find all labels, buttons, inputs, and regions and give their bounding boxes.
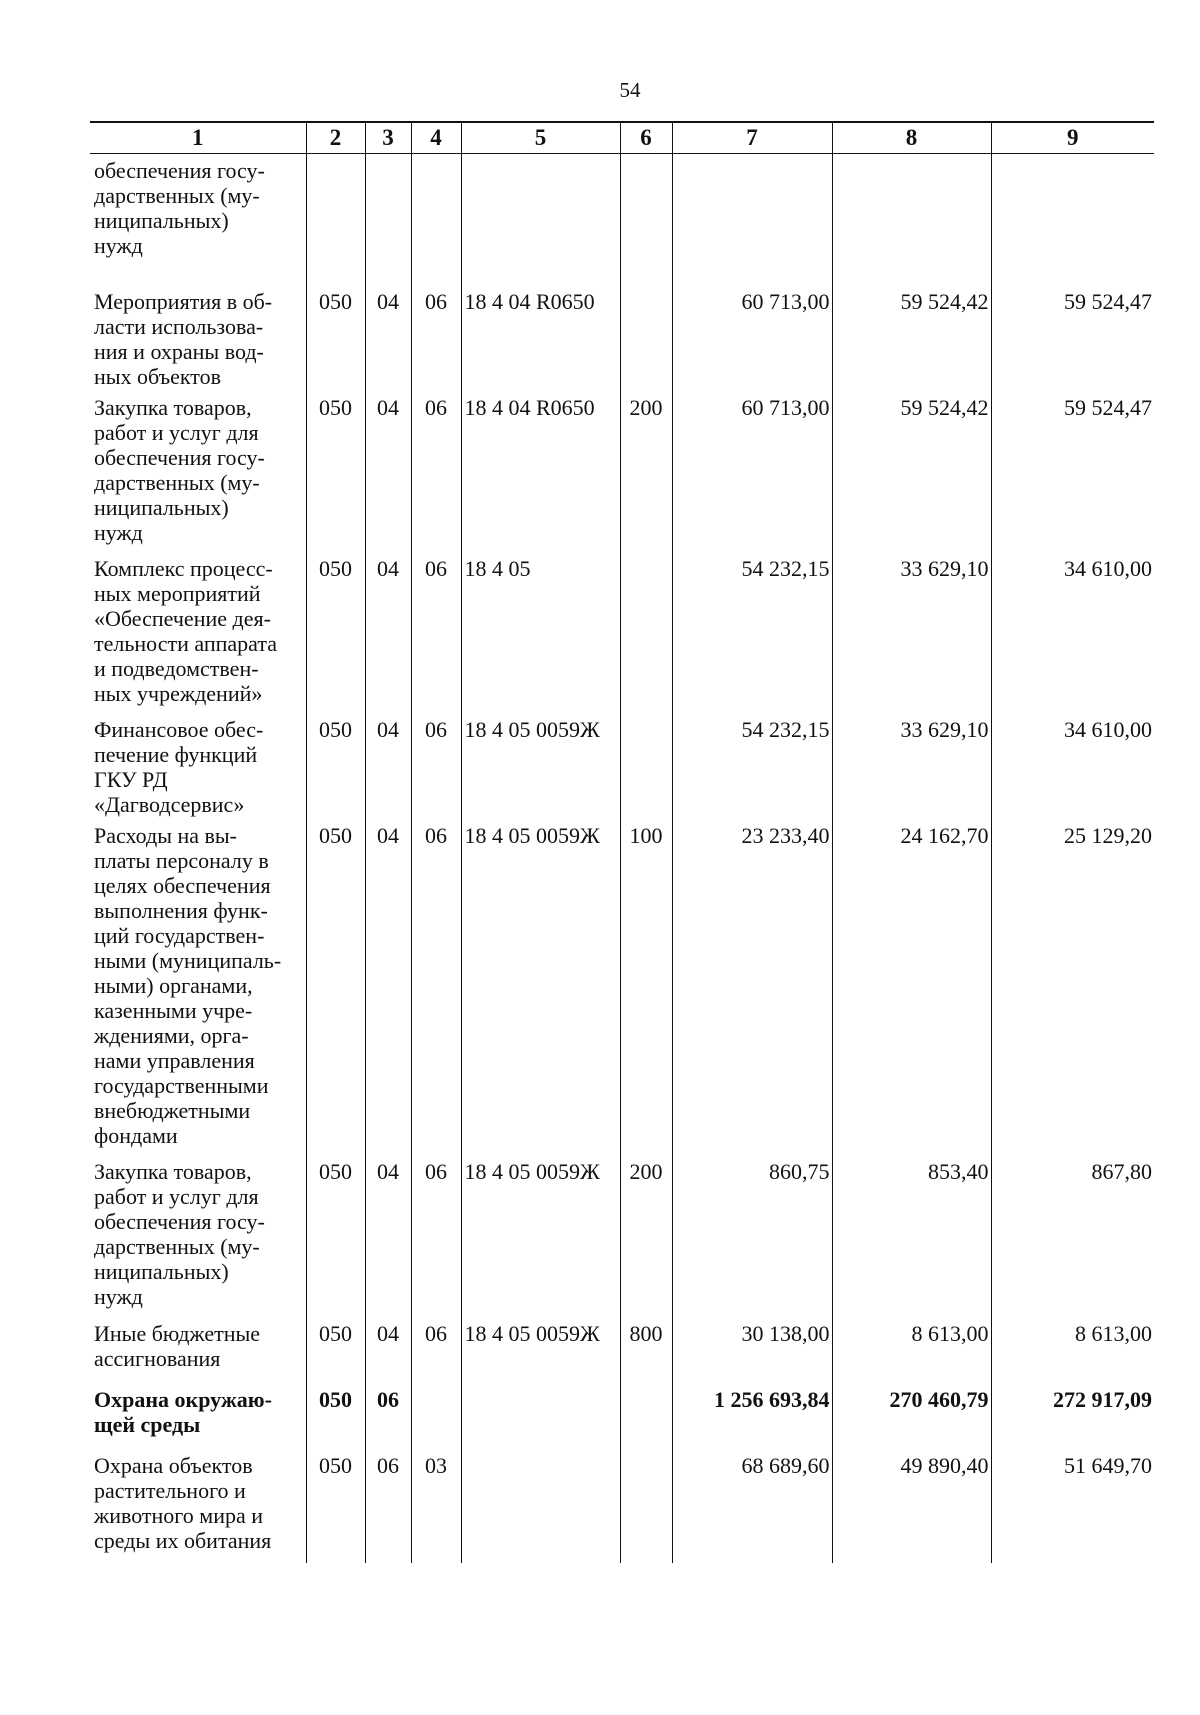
header-row bbox=[90, 122, 1154, 154]
amount-cell: 60 713,00 bbox=[672, 389, 832, 550]
column-4-cell: 06 bbox=[411, 711, 461, 817]
header-cell: 4 bbox=[411, 122, 461, 154]
column-3-cell: 04 bbox=[365, 1315, 411, 1381]
column-2-cell: 050 bbox=[306, 283, 365, 389]
amount-cell: 23 233,40 bbox=[672, 817, 832, 1153]
row-name-cell: Закупка товаров, работ и услуг для обеспечения госу- дарственных (му- ниципальных) нужд bbox=[90, 1153, 306, 1315]
amount-cell: 30 138,00 bbox=[672, 1315, 832, 1381]
table-row bbox=[90, 711, 1154, 817]
code-cell: 18 4 04 R0650 bbox=[461, 389, 620, 550]
code-cell: 18 4 05 0059Ж bbox=[461, 817, 620, 1153]
amount-cell: 8 613,00 bbox=[832, 1315, 991, 1381]
table-row bbox=[90, 1381, 1154, 1447]
row-name-cell: Расходы на вы- платы персоналу в целях обеспечения выполнения функ- ций государствен- ными (муниципаль- ными) органами, казенными учре- ждениями, орга- нами управления государственными внебюджетными фондами bbox=[90, 817, 306, 1153]
table-row bbox=[90, 154, 1154, 284]
column-4-cell: 06 bbox=[411, 817, 461, 1153]
amount-cell: 270 460,79 bbox=[832, 1381, 991, 1447]
column-6-cell bbox=[620, 711, 672, 817]
code-cell bbox=[461, 1381, 620, 1447]
table-row bbox=[90, 1153, 1154, 1315]
amount-cell: 49 890,40 bbox=[832, 1447, 991, 1563]
column-3-cell: 06 bbox=[365, 1447, 411, 1563]
column-2-cell: 050 bbox=[306, 1381, 365, 1447]
table-row bbox=[90, 283, 1154, 389]
column-4-cell: 06 bbox=[411, 550, 461, 711]
code-cell: 18 4 05 bbox=[461, 550, 620, 711]
column-4-cell: 06 bbox=[411, 389, 461, 550]
amount-cell: 34 610,00 bbox=[991, 711, 1154, 817]
budget-table bbox=[90, 121, 1154, 1563]
column-2-cell: 050 bbox=[306, 817, 365, 1153]
header-cell: 3 bbox=[365, 122, 411, 154]
row-name-cell: Иные бюджетные ассигнования bbox=[90, 1315, 306, 1381]
amount-cell: 33 629,10 bbox=[832, 550, 991, 711]
row-name-cell: Охрана объектов растительного и животного мира и среды их обитания bbox=[90, 1447, 306, 1563]
amount-cell: 8 613,00 bbox=[991, 1315, 1154, 1381]
header-cell: 8 bbox=[832, 122, 991, 154]
amount-cell: 853,40 bbox=[832, 1153, 991, 1315]
table-body bbox=[90, 154, 1154, 1564]
code-cell: 18 4 05 0059Ж bbox=[461, 711, 620, 817]
column-2-cell bbox=[306, 154, 365, 284]
column-3-cell: 04 bbox=[365, 1153, 411, 1315]
header-cell: 2 bbox=[306, 122, 365, 154]
row-name-cell: Закупка товаров, работ и услуг для обеспечения госу- дарственных (му- ниципальных) нужд bbox=[90, 389, 306, 550]
column-2-cell: 050 bbox=[306, 1315, 365, 1381]
column-2-cell: 050 bbox=[306, 550, 365, 711]
table-row bbox=[90, 1447, 1154, 1563]
column-3-cell: 04 bbox=[365, 389, 411, 550]
column-6-cell: 100 bbox=[620, 817, 672, 1153]
column-6-cell: 200 bbox=[620, 389, 672, 550]
column-2-cell: 050 bbox=[306, 711, 365, 817]
column-3-cell: 04 bbox=[365, 283, 411, 389]
column-2-cell: 050 bbox=[306, 1447, 365, 1563]
code-cell bbox=[461, 154, 620, 284]
column-6-cell bbox=[620, 1447, 672, 1563]
amount-cell bbox=[991, 154, 1154, 284]
column-4-cell bbox=[411, 154, 461, 284]
row-name-cell: Мероприятия в об- ласти использова- ния и охраны вод- ных объектов bbox=[90, 283, 306, 389]
amount-cell: 25 129,20 bbox=[991, 817, 1154, 1153]
column-4-cell: 06 bbox=[411, 283, 461, 389]
column-3-cell: 06 bbox=[365, 1381, 411, 1447]
row-name-cell: Финансовое обес- печение функций ГКУ РД «Дагводсервис» bbox=[90, 711, 306, 817]
amount-cell: 24 162,70 bbox=[832, 817, 991, 1153]
column-4-cell: 06 bbox=[411, 1315, 461, 1381]
code-cell: 18 4 05 0059Ж bbox=[461, 1315, 620, 1381]
code-cell: 18 4 04 R0650 bbox=[461, 283, 620, 389]
amount-cell: 60 713,00 bbox=[672, 283, 832, 389]
code-cell: 18 4 05 0059Ж bbox=[461, 1153, 620, 1315]
row-name-cell: Комплекс процесс- ных мероприятий «Обеспечение дея- тельности аппарата и подведомствен- ных учреждений» bbox=[90, 550, 306, 711]
amount-cell: 59 524,47 bbox=[991, 389, 1154, 550]
table-row bbox=[90, 1315, 1154, 1381]
table-row bbox=[90, 817, 1154, 1153]
amount-cell: 33 629,10 bbox=[832, 711, 991, 817]
header-cell: 7 bbox=[672, 122, 832, 154]
header-cell: 6 bbox=[620, 122, 672, 154]
amount-cell bbox=[672, 154, 832, 284]
column-2-cell: 050 bbox=[306, 389, 365, 550]
column-4-cell bbox=[411, 1381, 461, 1447]
table-row bbox=[90, 550, 1154, 711]
column-6-cell: 800 bbox=[620, 1315, 672, 1381]
amount-cell: 34 610,00 bbox=[991, 550, 1154, 711]
column-6-cell bbox=[620, 283, 672, 389]
column-4-cell: 03 bbox=[411, 1447, 461, 1563]
column-6-cell bbox=[620, 154, 672, 284]
amount-cell: 59 524,42 bbox=[832, 283, 991, 389]
column-3-cell: 04 bbox=[365, 711, 411, 817]
amount-cell bbox=[832, 154, 991, 284]
row-name-cell: обеспечения госу- дарственных (му- ниципальных) нужд bbox=[90, 154, 306, 284]
column-3-cell bbox=[365, 154, 411, 284]
amount-cell: 51 649,70 bbox=[991, 1447, 1154, 1563]
column-3-cell: 04 bbox=[365, 817, 411, 1153]
column-6-cell: 200 bbox=[620, 1153, 672, 1315]
row-name-cell: Охрана окружаю- щей среды bbox=[90, 1381, 306, 1447]
amount-cell: 54 232,15 bbox=[672, 550, 832, 711]
column-4-cell: 06 bbox=[411, 1153, 461, 1315]
amount-cell: 1 256 693,84 bbox=[672, 1381, 832, 1447]
amount-cell: 68 689,60 bbox=[672, 1447, 832, 1563]
column-3-cell: 04 bbox=[365, 550, 411, 711]
amount-cell: 867,80 bbox=[991, 1153, 1154, 1315]
column-6-cell bbox=[620, 550, 672, 711]
column-2-cell: 050 bbox=[306, 1153, 365, 1315]
amount-cell: 59 524,42 bbox=[832, 389, 991, 550]
amount-cell: 54 232,15 bbox=[672, 711, 832, 817]
header-cell: 5 bbox=[461, 122, 620, 154]
amount-cell: 59 524,47 bbox=[991, 283, 1154, 389]
header-cell: 1 bbox=[90, 122, 306, 154]
amount-cell: 860,75 bbox=[672, 1153, 832, 1315]
header-cell: 9 bbox=[991, 122, 1154, 154]
table-row bbox=[90, 389, 1154, 550]
page-number: 54 bbox=[619, 78, 641, 102]
column-6-cell bbox=[620, 1381, 672, 1447]
code-cell bbox=[461, 1447, 620, 1563]
amount-cell: 272 917,09 bbox=[991, 1381, 1154, 1447]
